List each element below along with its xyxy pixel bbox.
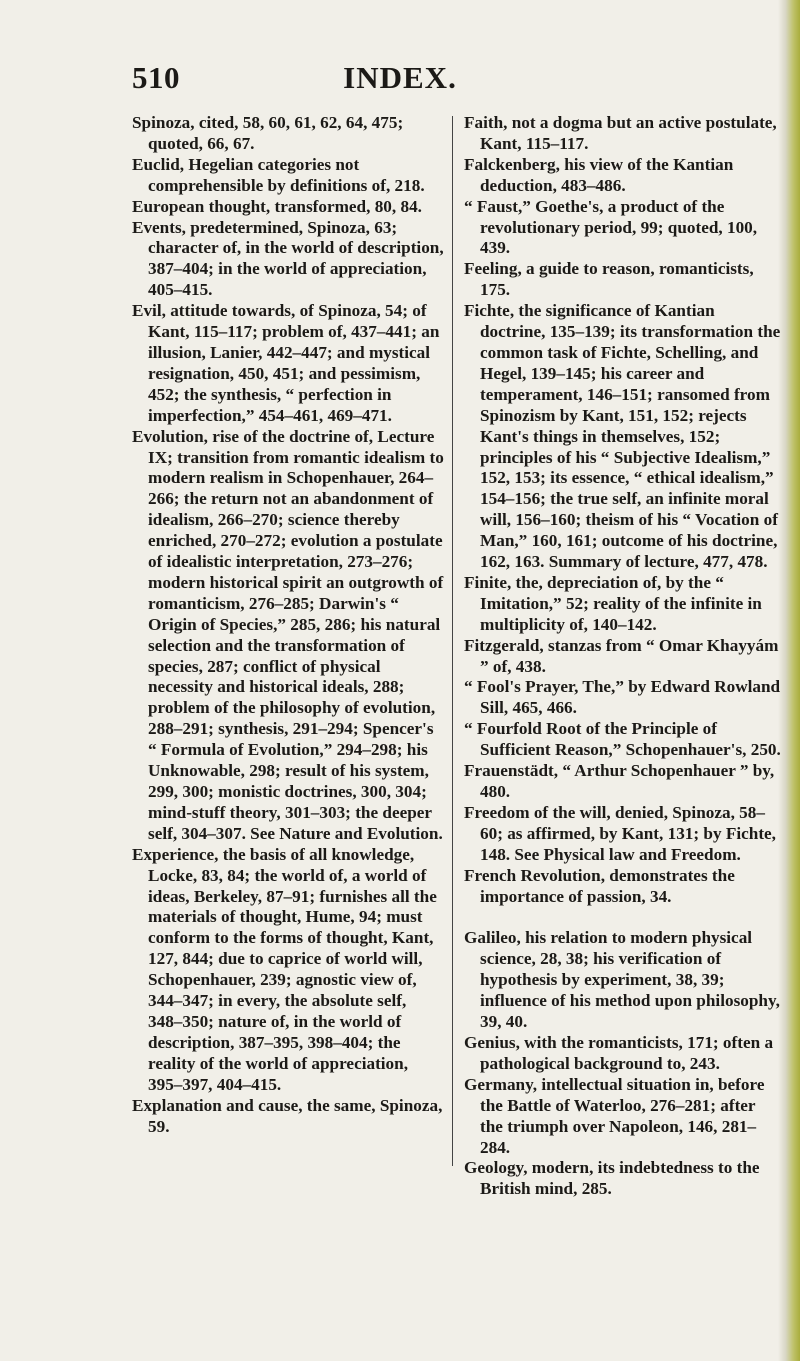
index-entry: Feeling, a guide to reason, romanticists, 175. xyxy=(464,259,754,300)
index-entry: Frauenstädt, “ Arthur Schopenhauer ” by, 480. xyxy=(464,761,775,801)
index-entry: Evolution, rise of the doctrine of, Lecture IX; transition from romantic idealism to modern realism in Schopenhauer, 264–266; the return not an abandonment of idealism, 266–270; science thereby enriched, 270–272; evolution a postulate of idealistic interpretation, 273–276; modern historical spirit an outgrowth of romanticism, 276–285; Darwin's “ Origin of Species,” 285, 286; his natural selection and the transformation of species, 287; conflict of physical necessity and historical ideals, 288; problem of the philosophy of evolution, 288–291; synthesis, 291–294; Spencer's “ Formula of Evolution,” 294–298; his Unknowable, 298; result of his system, 299, 300; monistic doctrines, 300, 304; mind-stuff theory, 301–303; the deeper self, 304–307. See Nature and Evolution. xyxy=(132,426,444,843)
index-entry: French Revolution, demonstrates the importance of passion, 34. xyxy=(464,865,735,906)
column-divider xyxy=(452,116,453,1166)
index-column-left xyxy=(132,113,444,1137)
index-entry: Geology, modern, its indebtedness to the British mind, 285. xyxy=(464,1158,760,1199)
index-entry: Explanation and cause, the same, Spinoza, 59. xyxy=(132,1095,443,1136)
index-entry: Finite, the, depreciation of, by the “ Imitation,” 52; reality of the infinite in multiplicity of, 140–142. xyxy=(464,572,762,634)
index-entry: Germany, intellectual situation in, before the Battle of Waterloo, 276–281; after the triumph over Napoleon, 146, 281–284. xyxy=(464,1074,765,1157)
index-entry: Genius, with the romanticists, 171; often a pathological background to, 243. xyxy=(464,1032,774,1073)
index-entry: Euclid, Hegelian categories not comprehensible by definitions of, 218. xyxy=(132,154,425,195)
index-entry: Fichte, the significance of Kantian doctrine, 135–139; its transformation the common task of Fichte, Schelling, and Hegel, 139–145; his career and temperament, 146–151; ransomed from Spinozism by Kant, 151, 152; rejects Kant's things in themselves, 152; principles of his “ Subjective Idealism,” 152, 153; its essence, “ ethical idealism,” 154–156; the true self, an infinite moral will, 156–160; theism of his “ Vocation of Man,” 160, 161; outcome of his doctrine, 162, 163. Summary of lecture, 477, 478. xyxy=(464,301,781,572)
index-entry: European thought, transformed, 80, 84. xyxy=(132,196,422,216)
index-entry: Fitzgerald, stanzas from “ Omar Khayyám ” of, 438. xyxy=(464,635,779,676)
index-entry: Faith, not a dogma but an active postulate, Kant, 115–117. xyxy=(464,113,777,153)
index-column-right xyxy=(464,113,782,1200)
index-entry: Spinoza, cited, 58, 60, 61, 62, 64, 475; quoted, 66, 67. xyxy=(132,113,404,153)
page-number: 510 xyxy=(132,60,180,95)
index-entry: Freedom of the will, denied, Spinoza, 58–60; as affirmed, by Kant, 131; by Fichte, 148. See Physical law and Freedom. xyxy=(464,802,776,864)
index-entry: Falckenberg, his view of the Kantian deduction, 483–486. xyxy=(464,154,734,195)
index-entry: “ Fool's Prayer, The,” by Edward Rowland Sill, 465, 466. xyxy=(464,677,781,718)
index-entry: Experience, the basis of all knowledge, Locke, 83, 84; the world of, a world of ideas, Berkeley, 87–91; furnishes all the materials of thought, Hume, 94; must conform to the forms of thought, Kant, 127, 844; due to caprice of world will, Schopenhauer, 239; agnostic view of, 344–347; in every, the absolute self, 348–350; nature of, in the world of description, 387–395, 398–404; the reality of the world of appreciation, 395–397, 404–415. xyxy=(132,844,437,1094)
index-entry: Evil, attitude towards, of Spinoza, 54; of Kant, 115–117; problem of, 437–441; an illusion, Lanier, 442–447; and mystical resignation, 450, 451; and pessimism, 452; the synthesis, “ perfection in imperfection,” 454–461, 469–471. xyxy=(132,301,440,425)
page-header xyxy=(0,60,800,100)
index-entry: “ Faust,” Goethe's, a product of the revolutionary period, 99; quoted, 100, 439. xyxy=(464,196,758,258)
index-entry: Events, predetermined, Spinoza, 63; character of, in the world of description, 387–404; in the world of appreciation, 405–415. xyxy=(132,217,444,300)
index-entry: “ Fourfold Root of the Principle of Sufficient Reason,” Schopenhauer's, 250. xyxy=(464,719,781,760)
running-head: INDEX. xyxy=(343,60,457,95)
index-entry: Galileo, his relation to modern physical science, 28, 38; his verification of hypothesis by experiment, 38, 39; influence of his method upon philosophy, 39, 40. xyxy=(464,928,780,1032)
